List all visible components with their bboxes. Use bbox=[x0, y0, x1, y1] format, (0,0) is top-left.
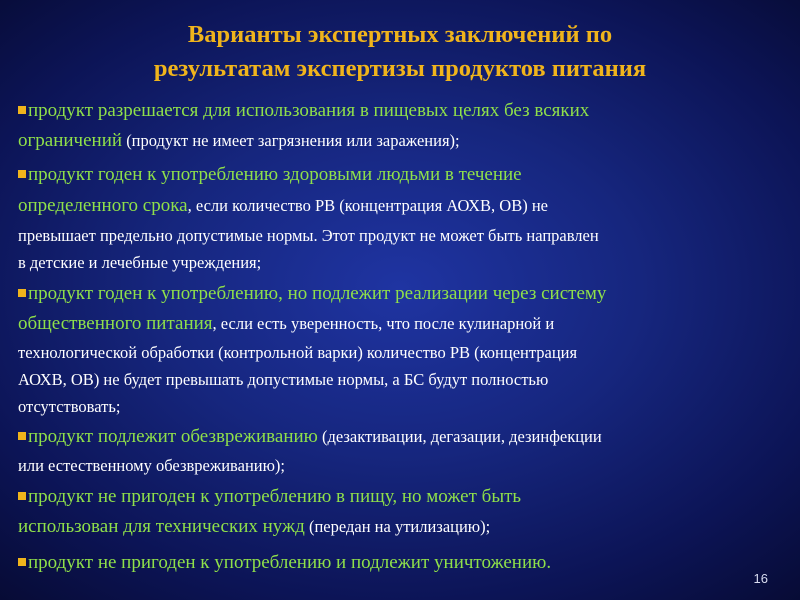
item-1-highlight-cont: ограничений bbox=[18, 130, 123, 151]
square-bullet-icon bbox=[18, 492, 26, 500]
item-2-text-line-3: превышает предельно допустимые нормы. Этот продукт не может быть направлен bbox=[18, 226, 599, 245]
slide-title-line-1: Варианты экспертных заключений по bbox=[187, 21, 613, 48]
list-item-5 bbox=[18, 482, 788, 542]
square-bullet-icon bbox=[18, 106, 26, 114]
list-item-3 bbox=[18, 279, 788, 420]
item-2-highlight-cont: определенного срока bbox=[18, 195, 188, 216]
item-3-highlight: продукт годен к употреблению, но подлежит реализации через систему bbox=[28, 283, 607, 304]
item-3-text-line-4: АОХВ, ОВ) не будет превышать допустимые нормы, а БС будут полностью bbox=[18, 370, 549, 389]
item-1-highlight: продукт разрешается для использования в пищевых целях без всяких bbox=[28, 100, 590, 121]
list-item-2 bbox=[18, 160, 788, 276]
item-4-highlight: продукт подлежит обезвреживанию bbox=[28, 426, 318, 447]
slide-title bbox=[40, 18, 760, 86]
square-bullet-icon bbox=[18, 558, 26, 566]
item-4-text-line-2: или естественному обезвреживанию); bbox=[18, 456, 286, 475]
square-bullet-icon bbox=[18, 432, 26, 440]
item-6-highlight: продукт не пригоден к употреблению и подлежит уничтожению. bbox=[28, 552, 552, 573]
item-1-text: (продукт не имеет загрязнения или заражения); bbox=[122, 131, 460, 150]
slide-title-line-2: результатам экспертизы продуктов питания bbox=[153, 55, 647, 82]
list-item-4 bbox=[18, 422, 788, 479]
list-item-6 bbox=[18, 548, 788, 578]
item-3-text: , если есть уверенность, что после кулинарной и bbox=[212, 314, 555, 333]
page-number: 16 bbox=[753, 571, 768, 586]
item-5-text: (передан на утилизацию); bbox=[304, 517, 491, 536]
square-bullet-icon bbox=[18, 289, 26, 297]
list-item-1 bbox=[18, 96, 788, 156]
item-3-text-line-5: отсутствовать; bbox=[18, 397, 121, 416]
square-bullet-icon bbox=[18, 170, 26, 178]
item-4-text: (дезактивации, дегазации, дезинфекции bbox=[317, 427, 602, 446]
item-5-highlight: продукт не пригоден к употреблению в пищу, но может быть bbox=[28, 486, 522, 507]
item-2-highlight: продукт годен к употреблению здоровыми людьми в течение bbox=[28, 164, 522, 185]
item-5-highlight-cont: использован для технических нужд bbox=[18, 516, 305, 537]
item-3-text-line-3: технологической обработки (контрольной варки) количество РВ (концентрация bbox=[18, 343, 578, 362]
item-2-text: , если количество РВ (концентрация АОХВ, ОВ) не bbox=[187, 196, 548, 215]
item-3-highlight-cont: общественного питания bbox=[18, 313, 213, 334]
item-2-text-line-4: в детские и лечебные учреждения; bbox=[18, 253, 262, 272]
